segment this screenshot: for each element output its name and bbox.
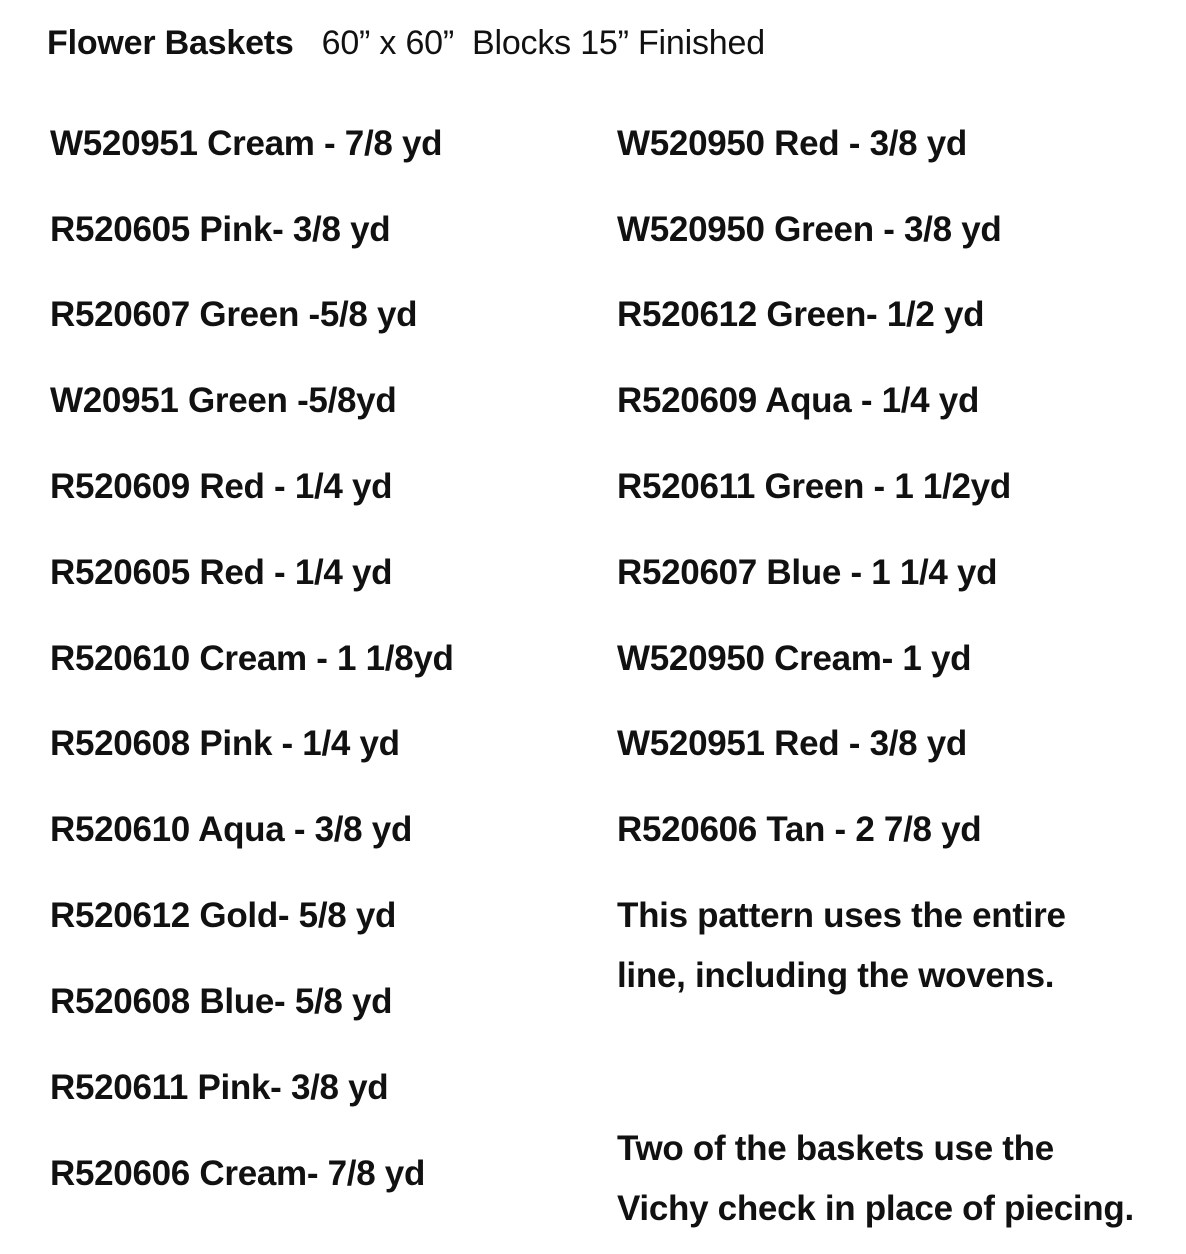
fabric-item: W520951 Cream - 7/8 yd [50, 124, 443, 163]
vichy-note-line: Two of the baskets use the [617, 1129, 1054, 1168]
fabric-item: R520607 Blue - 1 1/4 yd [617, 553, 998, 592]
fabric-item: R520606 Tan - 2 7/8 yd [617, 810, 982, 849]
fabric-item: R520610 Aqua - 3/8 yd [50, 810, 413, 849]
fabric-item: R520609 Aqua - 1/4 yd [617, 381, 980, 420]
fabric-item: R520606 Cream- 7/8 yd [50, 1154, 426, 1193]
page-title [47, 24, 765, 63]
fabric-item: R520605 Red - 1/4 yd [50, 553, 393, 592]
fabric-item: W20951 Green -5/8yd [50, 381, 397, 420]
fabric-item: R520607 Green -5/8 yd [50, 295, 418, 334]
pattern-note-line: line, including the wovens. [617, 956, 1055, 995]
fabric-item: R520605 Pink- 3/8 yd [50, 210, 391, 249]
fabric-item: R520612 Green- 1/2 yd [617, 295, 985, 334]
vichy-note-line: Vichy check in place of piecing. [617, 1189, 1134, 1228]
fabric-item: W520951 Red - 3/8 yd [617, 724, 967, 763]
quilt-name: Flower Baskets [47, 24, 294, 62]
fabric-item: W520950 Green - 3/8 yd [617, 210, 1002, 249]
fabric-item: R520612 Gold- 5/8 yd [50, 896, 397, 935]
quilt-dimensions: 60” x 60” [321, 24, 455, 62]
fabric-item: R520609 Red - 1/4 yd [50, 467, 393, 506]
fabric-item: W520950 Red - 3/8 yd [617, 124, 967, 163]
fabric-item: R520611 Pink- 3/8 yd [50, 1068, 389, 1107]
fabric-item: R520608 Pink - 1/4 yd [50, 724, 400, 763]
fabric-item: R520608 Blue- 5/8 yd [50, 982, 393, 1021]
vichy-note [617, 1119, 1177, 1239]
pattern-note-line: This pattern uses the entire [617, 896, 1066, 935]
pattern-note [617, 886, 1177, 1006]
fabric-item: R520611 Green - 1 1/2yd [617, 467, 1011, 506]
block-size: Blocks 15” Finished [472, 24, 765, 62]
fabric-item: W520950 Cream- 1 yd [617, 639, 972, 678]
fabric-item: R520610 Cream - 1 1/8yd [50, 639, 454, 678]
